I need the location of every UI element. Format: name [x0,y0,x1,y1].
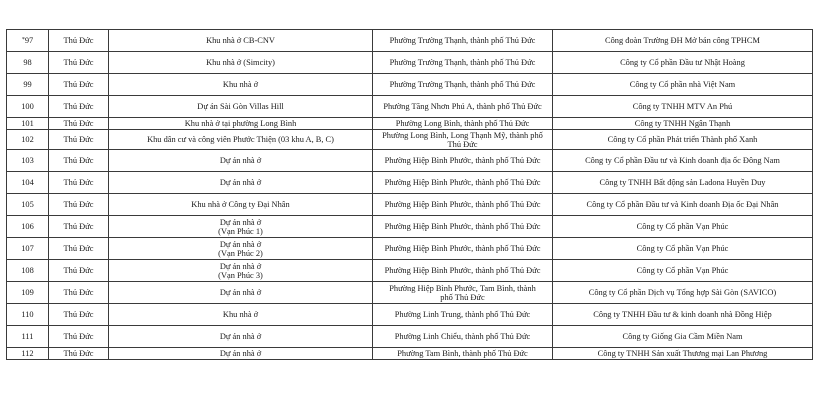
project-cell: Khu nhà ở CB-CNV [109,30,373,52]
district-cell: Thủ Đức [49,216,109,238]
investor-cell: Công ty TNHH Sản xuất Thương mại Lan Phương [553,348,813,360]
project-cell: Khu nhà ở Công ty Đại Nhân [109,194,373,216]
project-cell: Khu nhà ở [109,304,373,326]
investor-cell: Công ty TNHH Ngân Thạnh [553,118,813,130]
row-number: 104 [7,172,49,194]
row-number: 103 [7,150,49,172]
location-cell: Phường Linh Chiểu, thành phố Thủ Đức [373,326,553,348]
project-cell: Dự án nhà ở [109,326,373,348]
row-number: 112 [7,348,49,360]
project-cell: Dự án nhà ở [109,150,373,172]
row-number: 99 [7,74,49,96]
district-cell: Thủ Đức [49,326,109,348]
investor-cell: Công ty Cổ phần nhà Việt Nam [553,74,813,96]
row-number: 98 [7,52,49,74]
district-cell: Thủ Đức [49,172,109,194]
row-number: 109 [7,282,49,304]
location-cell: Phường Hiệp Bình Phước, thành phố Thủ Đức [373,150,553,172]
district-cell: Thủ Đức [49,282,109,304]
investor-cell: Công ty Cổ phần Phát triển Thành phố Xanh [553,130,813,150]
project-table-body [7,30,813,360]
investor-cell: Công ty Giống Gia Cầm Miền Nam [553,326,813,348]
project-cell: Dự án nhà ở (Vạn Phúc 2) [109,238,373,260]
project-table [6,29,813,360]
investor-cell: Công ty Cổ phần Đầu tư và Kinh doanh địa ốc Đông Nam [553,150,813,172]
table-row [7,238,813,260]
investor-cell: Công ty Cổ phần Đầu tư và Kinh doanh Địa ốc Đại Nhân [553,194,813,216]
table-row [7,74,813,96]
table-row [7,172,813,194]
row-number: 100 [7,96,49,118]
project-cell: Khu nhà ở tại phường Long Bình [109,118,373,130]
location-cell: Phường Hiệp Bình Phước, thành phố Thủ Đức [373,194,553,216]
investor-cell: Công đoàn Trường ĐH Mở bán công TPHCM [553,30,813,52]
table-row [7,130,813,150]
table-row [7,150,813,172]
row-number: *97 [7,30,49,52]
project-cell: Dự án nhà ở [109,172,373,194]
table-row [7,282,813,304]
location-cell: Phường Hiệp Bình Phước, Tam Bình, thành phố Thủ Đức [373,282,553,304]
location-cell: Phường Tam Bình, thành phố Thủ Đức [373,348,553,360]
district-cell: Thủ Đức [49,304,109,326]
table-row [7,118,813,130]
district-cell: Thủ Đức [49,130,109,150]
investor-cell: Công ty Cổ phần Vạn Phúc [553,260,813,282]
location-cell: Phường Long Bình, Long Thạnh Mỹ, thành phố Thủ Đức [373,130,553,150]
row-number: 110 [7,304,49,326]
project-cell: Khu dân cư và công viên Phước Thiện (03 khu A, B, C) [109,130,373,150]
table-row [7,260,813,282]
district-cell: Thủ Đức [49,348,109,360]
row-number: 105 [7,194,49,216]
location-cell: Phường Trường Thạnh, thành phố Thủ Đức [373,30,553,52]
district-cell: Thủ Đức [49,52,109,74]
row-number: 102 [7,130,49,150]
table-row [7,96,813,118]
investor-cell: Công ty Cổ phần Vạn Phúc [553,238,813,260]
project-cell: Dự án nhà ở [109,348,373,360]
location-cell: Phường Long Bình, thành phố Thủ Đức [373,118,553,130]
district-cell: Thủ Đức [49,260,109,282]
project-cell: Khu nhà ở (Simcity) [109,52,373,74]
project-cell: Khu nhà ở [109,74,373,96]
district-cell: Thủ Đức [49,96,109,118]
location-cell: Phường Trường Thạnh, thành phố Thủ Đức [373,52,553,74]
row-number: 111 [7,326,49,348]
district-cell: Thủ Đức [49,74,109,96]
table-row [7,326,813,348]
row-mark: * [21,37,25,43]
row-number: 107 [7,238,49,260]
location-cell: Phường Hiệp Bình Phước, thành phố Thủ Đức [373,238,553,260]
investor-cell: Công ty Cổ phần Đầu tư Nhật Hoàng [553,52,813,74]
project-cell: Dự án nhà ở (Vạn Phúc 1) [109,216,373,238]
location-cell: Phường Linh Trung, thành phố Thủ Đức [373,304,553,326]
investor-cell: Công ty Cổ phần Dịch vụ Tổng hợp Sài Gòn (SAVICO) [553,282,813,304]
table-row [7,30,813,52]
district-cell: Thủ Đức [49,238,109,260]
district-cell: Thủ Đức [49,194,109,216]
investor-cell: Công ty Cổ phần Vạn Phúc [553,216,813,238]
project-cell: Dự án Sài Gòn Villas Hill [109,96,373,118]
table-row [7,52,813,74]
project-cell: Dự án nhà ở [109,282,373,304]
row-number: 108 [7,260,49,282]
investor-cell: Công ty TNHH MTV An Phú [553,96,813,118]
investor-cell: Công ty TNHH Bất động sản Ladona Huyền Duy [553,172,813,194]
table-row [7,348,813,360]
location-cell: Phường Trường Thạnh, thành phố Thủ Đức [373,74,553,96]
table-row [7,194,813,216]
row-number: 101 [7,118,49,130]
location-cell: Phường Hiệp Bình Phước, thành phố Thủ Đức [373,260,553,282]
table-row [7,216,813,238]
project-cell: Dự án nhà ở (Vạn Phúc 3) [109,260,373,282]
location-cell: Phường Tăng Nhơn Phú A, thành phố Thủ Đức [373,96,553,118]
location-cell: Phường Hiệp Bình Phước, thành phố Thủ Đức [373,216,553,238]
table-row [7,304,813,326]
district-cell: Thủ Đức [49,118,109,130]
district-cell: Thủ Đức [49,150,109,172]
row-number: 106 [7,216,49,238]
district-cell: Thủ Đức [49,30,109,52]
location-cell: Phường Hiệp Bình Phước, thành phố Thủ Đức [373,172,553,194]
investor-cell: Công ty TNHH Đầu tư & kinh doanh nhà Đồng Hiệp [553,304,813,326]
